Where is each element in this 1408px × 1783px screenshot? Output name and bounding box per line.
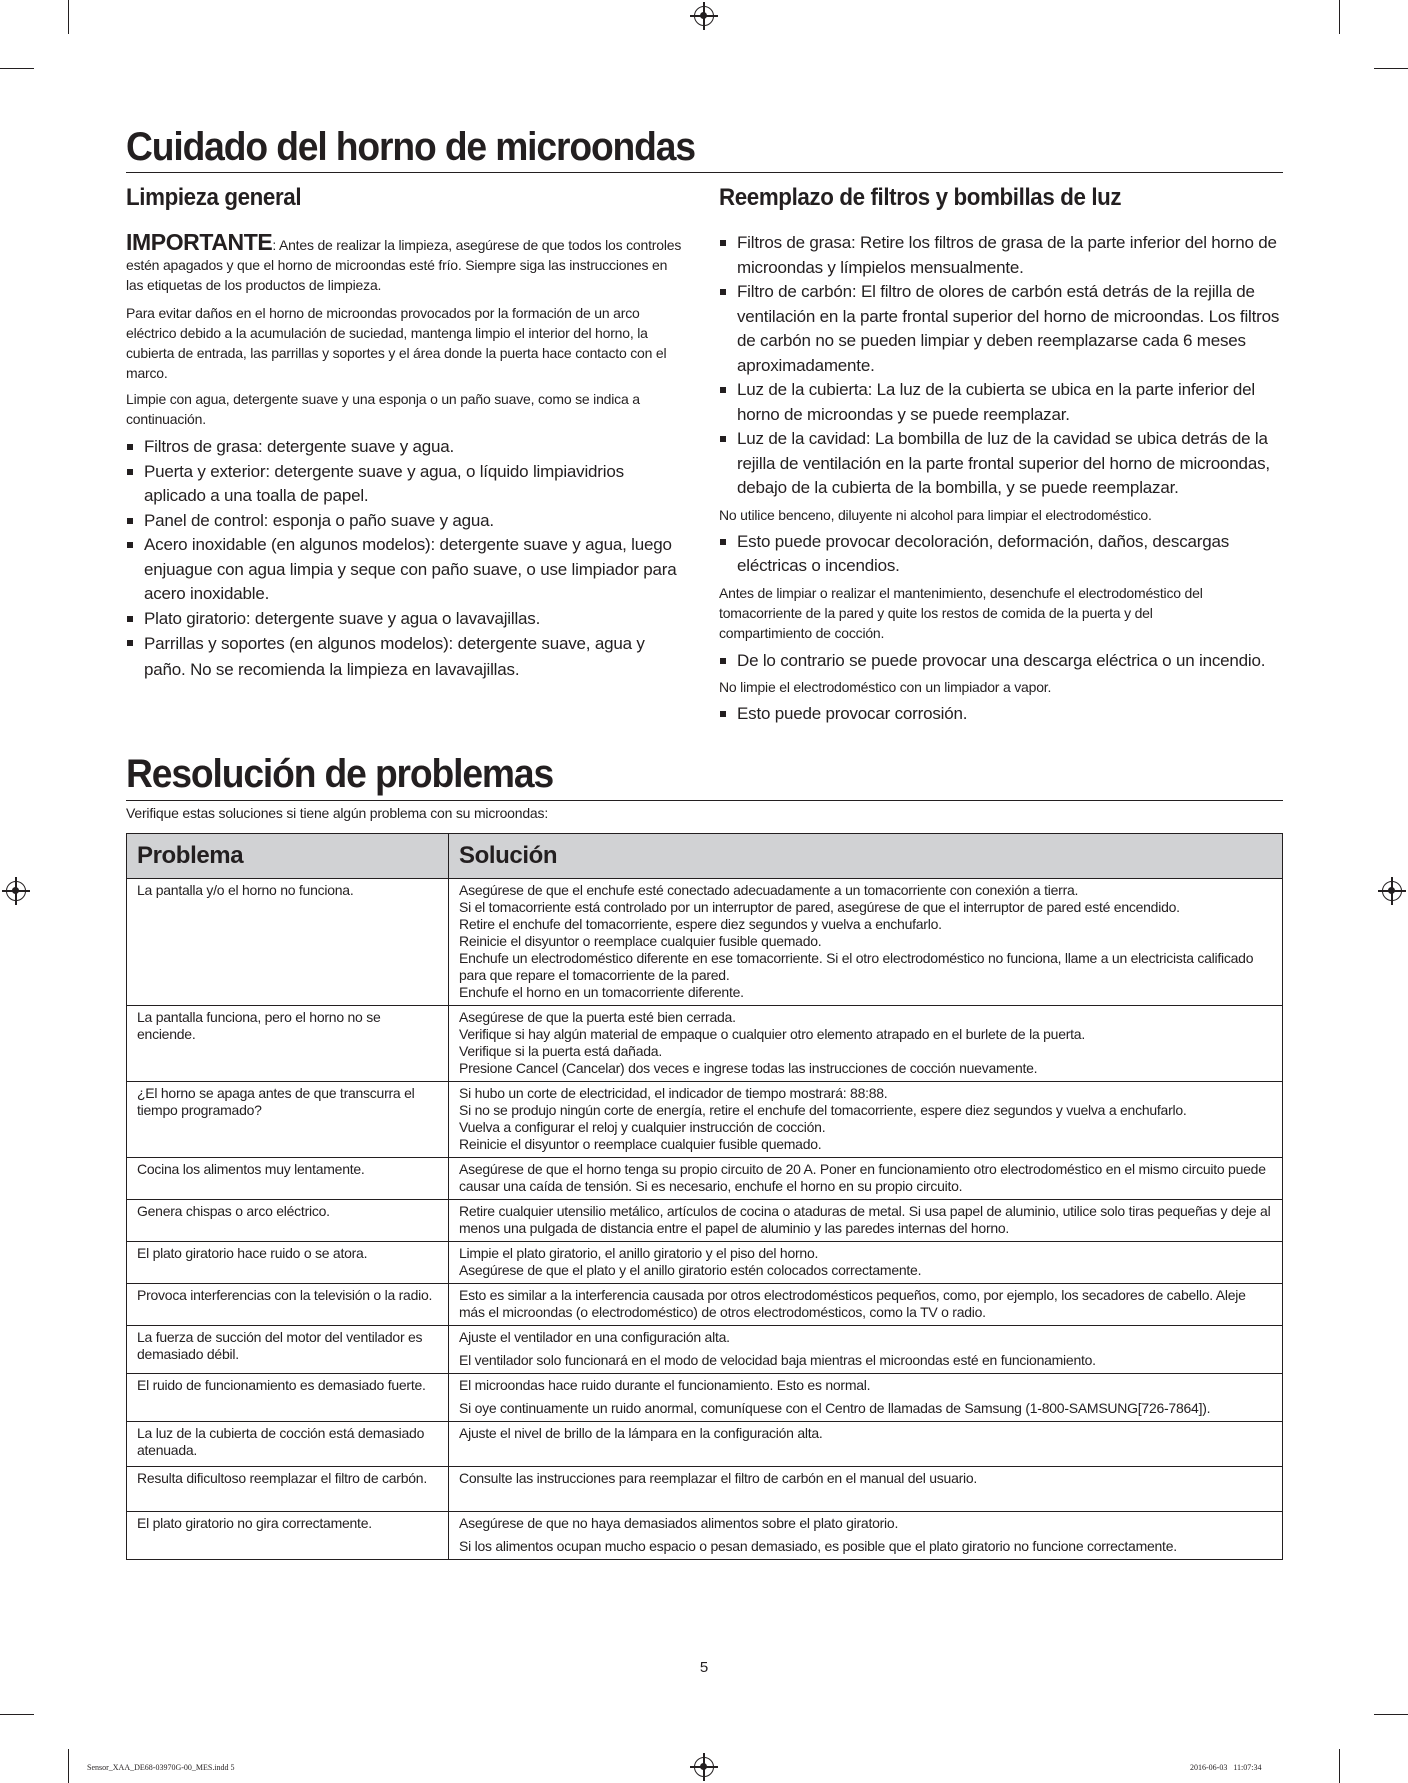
- problem-cell: El plato giratorio no gira correctamente.: [127, 1512, 449, 1560]
- problem-cell: La luz de la cubierta de cocción está demasiado atenuada.: [127, 1422, 449, 1467]
- solution-cell: [449, 1422, 1283, 1467]
- problem-cell: Provoca interferencias con la televisión o la radio.: [127, 1284, 449, 1326]
- table-row: [127, 1284, 1283, 1326]
- solution-line: Reinicie el disyuntor o reemplace cualquier fusible quemado.: [459, 933, 822, 949]
- solution-line: Vuelva a configurar el reloj y cualquier instrucción de cocción.: [459, 1119, 826, 1135]
- steam-note: No limpie el electrodoméstico con un limpiador a vapor.: [719, 679, 1052, 695]
- table-header-row: [127, 834, 1283, 879]
- crop-mark: [68, 0, 69, 34]
- table-row: [127, 1467, 1283, 1512]
- solution-cell: [449, 1242, 1283, 1284]
- list-item: Luz de la cubierta: La luz de la cubierta se ubica en la parte inferior del horno de microondas y se puede reemplazar.: [719, 378, 1285, 427]
- solution-line: Si los alimentos ocupan mucho espacio o pesan demasiado, es posible que el plato giratorio no funcione correctamente.: [459, 1538, 1177, 1554]
- problem-cell: La pantalla funciona, pero el horno no se enciende.: [127, 1006, 449, 1082]
- solution-cell: [449, 1326, 1283, 1374]
- table-row: [127, 1082, 1283, 1158]
- solution-line: Si el tomacorriente está controlado por un interruptor de pared, asegúrese de que el interruptor de pared esté encendido.: [459, 899, 1180, 915]
- replacement-column: [719, 231, 1285, 731]
- crop-mark: [1339, 0, 1340, 34]
- problem-header: Problema: [127, 834, 449, 879]
- table-row: [127, 1006, 1283, 1082]
- solution-line: Asegúrese de que no haya demasiados alimentos sobre el plato giratorio.: [459, 1515, 899, 1531]
- important-label: IMPORTANTE: [126, 229, 273, 255]
- solution-line: Verifique si la puerta está dañada.: [459, 1043, 662, 1059]
- cleaning-list: [126, 435, 686, 683]
- table-row: [127, 1374, 1283, 1422]
- unplug-note-list: [719, 649, 1285, 674]
- important-note: [126, 229, 686, 295]
- crop-mark: [1374, 1714, 1408, 1715]
- crop-mark: [1339, 1749, 1340, 1783]
- solution-line: El ventilador solo funcionará en el modo de velocidad baja mientras el microondas esté en funcionamiento.: [459, 1352, 1096, 1368]
- list-item: Puerta y exterior: detergente suave y agua, o líquido limpiavidrios aplicado a una toalla de papel.: [126, 460, 686, 509]
- registration-mark-icon: [694, 1757, 714, 1777]
- problem-cell: El ruido de funcionamiento es demasiado fuerte.: [127, 1374, 449, 1422]
- solution-line: Si no se produjo ningún corte de energía, retire el enchufe del tomacorriente, espere diez segundos y vuelva a enchufarlo.: [459, 1102, 1187, 1118]
- solution-line: Ajuste el ventilador en una configuración alta.: [459, 1329, 730, 1345]
- list-item: Acero inoxidable (en algunos modelos): detergente suave y agua, luego enjuague con agua limpia y seque con paño suave, o use limpiador para acero inoxidable.: [126, 533, 686, 607]
- solution-line: Asegúrese de que el plato y el anillo giratorio estén colocados correctamente.: [459, 1262, 922, 1278]
- crop-mark: [68, 1749, 69, 1783]
- solution-cell: [449, 1158, 1283, 1200]
- replacement-title: Reemplazo de filtros y bombillas de luz: [719, 184, 1122, 211]
- steam-note-list: [719, 702, 1285, 727]
- problem-cell: Genera chispas o arco eléctrico.: [127, 1200, 449, 1242]
- crop-mark: [0, 1714, 34, 1715]
- cleaning-instructions-paragraph: Limpie con agua, detergente suave y una esponja o un paño suave, como se indica a continuación.: [126, 391, 640, 427]
- solution-cell: [449, 1006, 1283, 1082]
- solution-cell: [449, 1284, 1283, 1326]
- registration-mark-icon: [694, 6, 714, 26]
- problem-cell: Resulta dificultoso reemplazar el filtro de carbón.: [127, 1467, 449, 1512]
- list-item: Panel de control: esponja o paño suave y agua.: [126, 509, 686, 534]
- solution-line: Retire el enchufe del tomacorriente, espere diez segundos y vuelva a enchufarlo.: [459, 916, 942, 932]
- solution-cell: [449, 1467, 1283, 1512]
- table-row: [127, 1158, 1283, 1200]
- solution-line: Retire cualquier utensilio metálico, artículos de cocina o ataduras de metal. Si usa papel de aluminio, utilice solo tiras pequeñas y deje al menos una pulgada de distancia entre el papel de aluminio y las paredes internas del horno.: [459, 1203, 1271, 1236]
- solution-line: Asegúrese de que el enchufe esté conectado adecuadamente a un tomacorriente con conexión a tierra.: [459, 882, 1079, 898]
- footer-date: 2016-06-03 11:07:34: [1190, 1763, 1262, 1772]
- crop-mark: [0, 68, 34, 69]
- arc-warning-paragraph: Para evitar daños en el horno de microondas provocados por la formación de un arco eléctrico debido a la acumulación de suciedad, mantenga limpio el interior del horno, la cubierta de entrada, las parrillas y soportes y el área donde la puerta hace contacto con el marco.: [126, 305, 667, 381]
- troubleshooting-title: Resolución de problemas: [126, 752, 554, 796]
- solution-line: Enchufe el horno en un tomacorriente diferente.: [459, 984, 744, 1000]
- table-row: [127, 1326, 1283, 1374]
- problem-cell: ¿El horno se apaga antes de que transcurra el tiempo programado?: [127, 1082, 449, 1158]
- benzene-note-list: [719, 530, 1285, 579]
- solution-line: Ajuste el nivel de brillo de la lámpara en la configuración alta.: [459, 1425, 823, 1441]
- troubleshooting-table: [126, 833, 1283, 1560]
- solution-line: El microondas hace ruido durante el funcionamiento. Esto es normal.: [459, 1377, 871, 1393]
- list-item: Parrillas y soportes (en algunos modelos): detergente suave, agua y paño. No se recomienda la limpieza en lavavajillas.: [126, 631, 686, 683]
- solution-line: Asegúrese de que la puerta esté bien cerrada.: [459, 1009, 736, 1025]
- list-item: Plato giratorio: detergente suave y agua o lavavajillas.: [126, 607, 686, 632]
- solution-cell: [449, 879, 1283, 1006]
- problem-cell: La pantalla y/o el horno no funciona.: [127, 879, 449, 1006]
- problem-cell: El plato giratorio hace ruido o se atora.: [127, 1242, 449, 1284]
- solution-cell: [449, 1200, 1283, 1242]
- solution-cell: [449, 1374, 1283, 1422]
- table-row: [127, 1200, 1283, 1242]
- solution-line: Enchufe un electrodoméstico diferente en ese tomacorriente. Si el otro electrodoméstico no funciona, llame a un electricista calificado para que repare el tomacorriente de la pared.: [459, 950, 1254, 983]
- solution-cell: [449, 1512, 1283, 1560]
- solution-line: Esto es similar a la interferencia causada por otros electrodomésticos pequeños, como, por ejemplo, los secadores de cabello. Aleje más el microondas (o electrodoméstico) de otros electrodomésticos, como la TV o radio.: [459, 1287, 1246, 1320]
- solution-header: Solución: [449, 834, 1283, 879]
- troubleshooting-title-rule: [126, 800, 1283, 801]
- list-item: Esto puede provocar decoloración, deformación, daños, descargas eléctricas o incendios.: [719, 530, 1285, 579]
- problem-cell: La fuerza de succión del motor del ventilador es demasiado débil.: [127, 1326, 449, 1374]
- footer-file-name: Sensor_XAA_DE68-03970G-00_MES.indd 5: [87, 1763, 235, 1772]
- list-item: Filtros de grasa: Retire los filtros de grasa de la parte inferior del horno de microondas y límpielos mensualmente.: [719, 231, 1285, 280]
- table-row: [127, 879, 1283, 1006]
- solution-line: Consulte las instrucciones para reemplazar el filtro de carbón en el manual del usuario.: [459, 1470, 978, 1486]
- list-item: Filtros de grasa: detergente suave y agua.: [126, 435, 686, 460]
- replacement-list: [719, 231, 1285, 501]
- solution-cell: [449, 1082, 1283, 1158]
- general-cleaning-title: Limpieza general: [126, 184, 302, 211]
- important-text: : Antes de realizar la limpieza, asegúrese de que todos los controles estén apagados y que el horno de microondas esté frío. Siempre siga las instrucciones en las etiquetas de los productos de limpieza.: [126, 237, 682, 293]
- table-row: [127, 1242, 1283, 1284]
- solution-line: Si oye continuamente un ruido anormal, comuníquese con el Centro de llamadas de Samsung (1-800-SAMSUNG[726-7864]).: [459, 1400, 1211, 1416]
- table-row: [127, 1422, 1283, 1467]
- registration-mark-icon: [6, 881, 26, 901]
- solution-line: Si hubo un corte de electricidad, el indicador de tiempo mostrará: 88:88.: [459, 1085, 888, 1101]
- solution-line: Verifique si hay algún material de empaque o cualquier otro elemento atrapado en el burlete de la puerta.: [459, 1026, 1085, 1042]
- solution-line: Asegúrese de que el horno tenga su propio circuito de 20 A. Poner en funcionamiento otro electrodoméstico en el mismo circuito puede causar una caída de tensión. Si es necesario, enchufe el horno en su propio circuito.: [459, 1161, 1266, 1194]
- problem-cell: Cocina los alimentos muy lentamente.: [127, 1158, 449, 1200]
- crop-mark: [1374, 68, 1408, 69]
- solution-line: Limpie el plato giratorio, el anillo giratorio y el piso del horno.: [459, 1245, 819, 1261]
- list-item: De lo contrario se puede provocar una descarga eléctrica o un incendio.: [719, 649, 1285, 674]
- troubleshooting-intro: Verifique estas soluciones si tiene algún problema con su microondas:: [126, 805, 549, 821]
- general-cleaning-column: [126, 229, 686, 687]
- troubleshooting-rows: [127, 879, 1283, 1560]
- table-row: [127, 1512, 1283, 1560]
- page-number: 5: [699, 1659, 709, 1676]
- list-item: Luz de la cavidad: La bombilla de luz de la cavidad se ubica detrás de la rejilla de ventilación en la parte frontal superior del horno de microondas, debajo de la cubierta de la bombilla, y se puede reemplazar.: [719, 427, 1285, 501]
- solution-line: Presione Cancel (Cancelar) dos veces e ingrese todas las instrucciones de cocción nuevamente.: [459, 1060, 1038, 1076]
- solution-line: Reinicie el disyuntor o reemplace cualquier fusible quemado.: [459, 1136, 822, 1152]
- list-item: Esto puede provocar corrosión.: [719, 702, 1285, 727]
- unplug-note: Antes de limpiar o realizar el mantenimiento, desenchufe el electrodoméstico del tomacorriente de la pared y quite los restos de comida de la puerta y del compartimiento de cocción.: [719, 584, 1203, 641]
- list-item: Filtro de carbón: El filtro de olores de carbón está detrás de la rejilla de ventilación en la parte frontal superior del horno de microondas. Los filtros de carbón no se pueden limpiar y deben reemplazarse cada 6 meses aproximadamente.: [719, 280, 1285, 378]
- benzene-note: No utilice benceno, diluyente ni alcohol para limpiar el electrodoméstico.: [719, 506, 1152, 523]
- registration-mark-icon: [1382, 881, 1402, 901]
- care-title-rule: [126, 172, 1283, 173]
- care-title: Cuidado del horno de microondas: [126, 125, 695, 169]
